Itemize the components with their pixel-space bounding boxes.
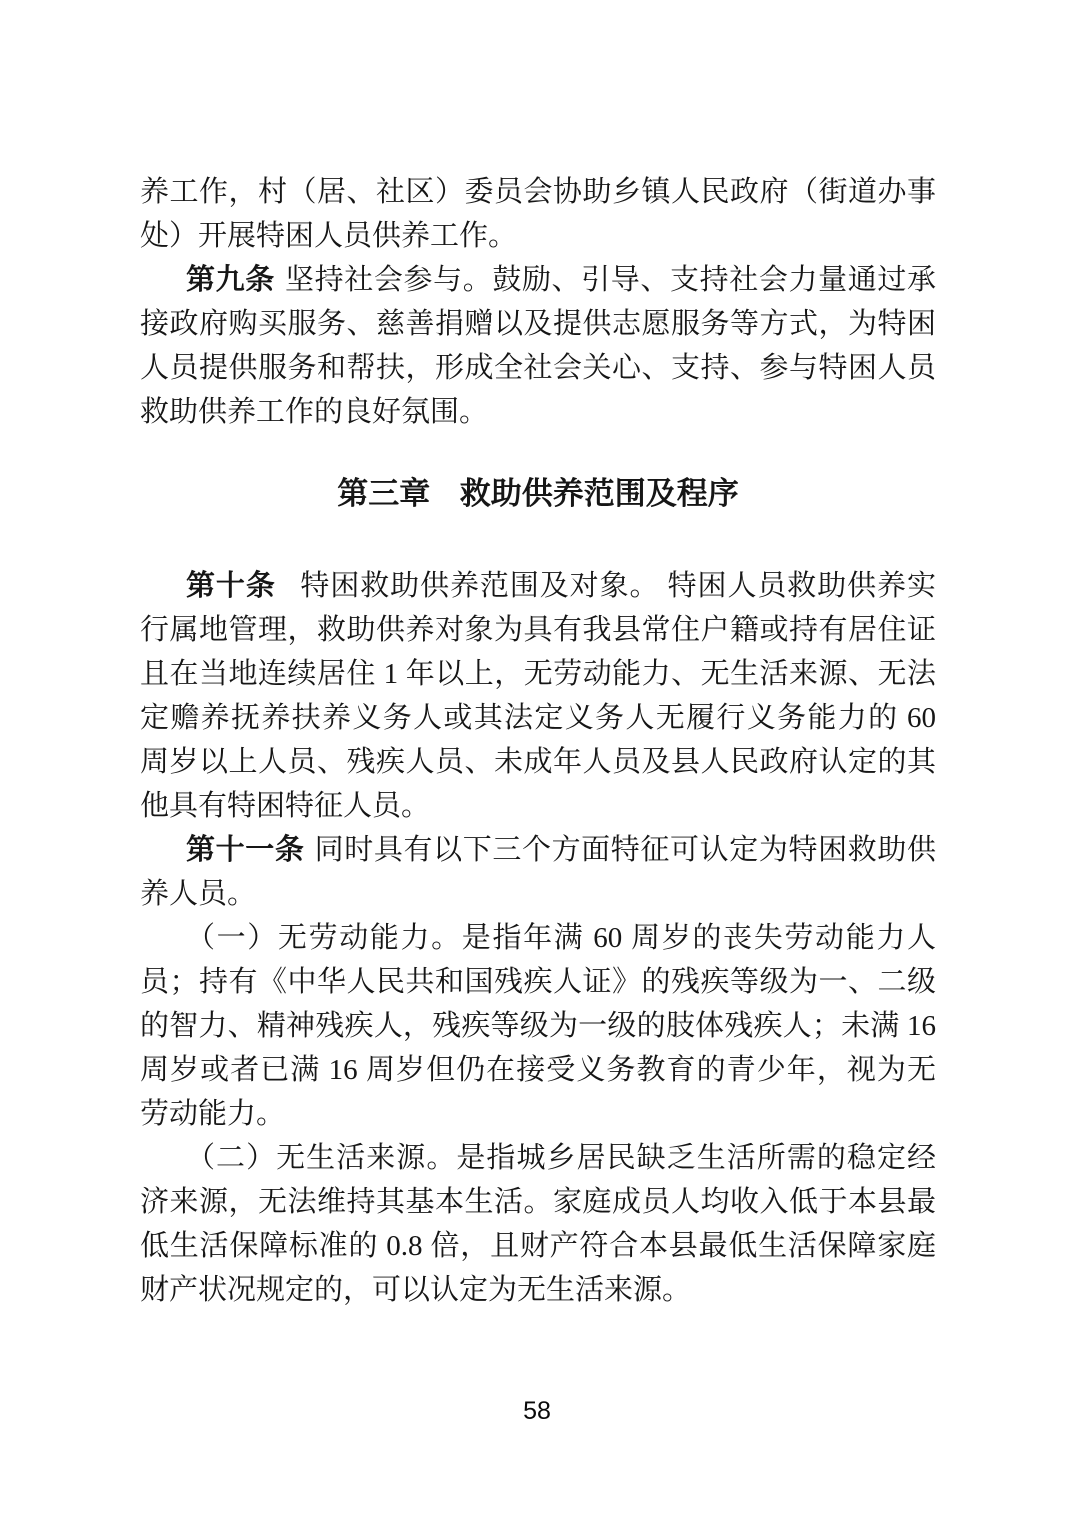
article-number: 第十一条: [186, 834, 305, 866]
paragraph: [140, 828, 936, 916]
paragraph: [140, 564, 936, 828]
chapter-number: 第三章: [337, 476, 431, 511]
chapter-title: 救助供养范围及程序: [459, 476, 739, 511]
paragraph-text: （一）无劳动能力。是指年满 60 周岁的丧失劳动能力人员；持有《中华人民共和国残疾人证》的残疾等级为一、二级的智力、精神残疾人，残疾等级为一级的肢体残疾人；未满 16 周岁或者已满 16 周岁但仍在接受义务教育的青少年，视为无劳动能力。: [140, 922, 936, 1130]
page-footer: [0, 1396, 1074, 1426]
chapter-heading: [140, 470, 936, 518]
paragraph: [140, 258, 936, 434]
document-body: [140, 170, 936, 1312]
article-number: 第九条: [186, 264, 275, 296]
paragraph: [140, 1136, 936, 1312]
paragraph-text: 坚持社会参与。鼓励、引导、支持社会力量通过承接政府购买服务、慈善捐赠以及提供志愿服务等方式，为特困人员提供服务和帮扶，形成全社会关心、支持、参与特困人员救助供养工作的良好氛围。: [140, 264, 936, 428]
paragraph: [140, 916, 936, 1136]
article-number: 第十条: [186, 570, 276, 602]
paragraph-text: （二）无生活来源。是指城乡居民缺乏生活所需的稳定经济来源，无法维持其基本生活。家庭成员人均收入低于本县最低生活保障标准的 0.8 倍，且财产符合本县最低生活保障家庭财产状况规定的，可以认定为无生活来源。: [140, 1142, 936, 1306]
paragraph-text: 同时具有以下三个方面特征可认定为特困救助供养人员。: [140, 834, 936, 910]
paragraph: [140, 170, 936, 258]
paragraph-text: 养工作，村（居、社区）委员会协助乡镇人民政府（街道办事处）开展特困人员供养工作。: [140, 176, 936, 252]
page-number: 58: [523, 1397, 551, 1425]
paragraph-text: 特困救助供养范围及对象。 特困人员救助供养实行属地管理，救助供养对象为具有我县常住户籍或持有居住证且在当地连续居住 1 年以上，无劳动能力、无生活来源、无法定赡养抚养扶养义务人或其法定义务人无履行义务能力的 60 周岁以上人员、残疾人员、未成年人员及县人民政府认定的其他具有特困特征人员。: [140, 570, 936, 822]
